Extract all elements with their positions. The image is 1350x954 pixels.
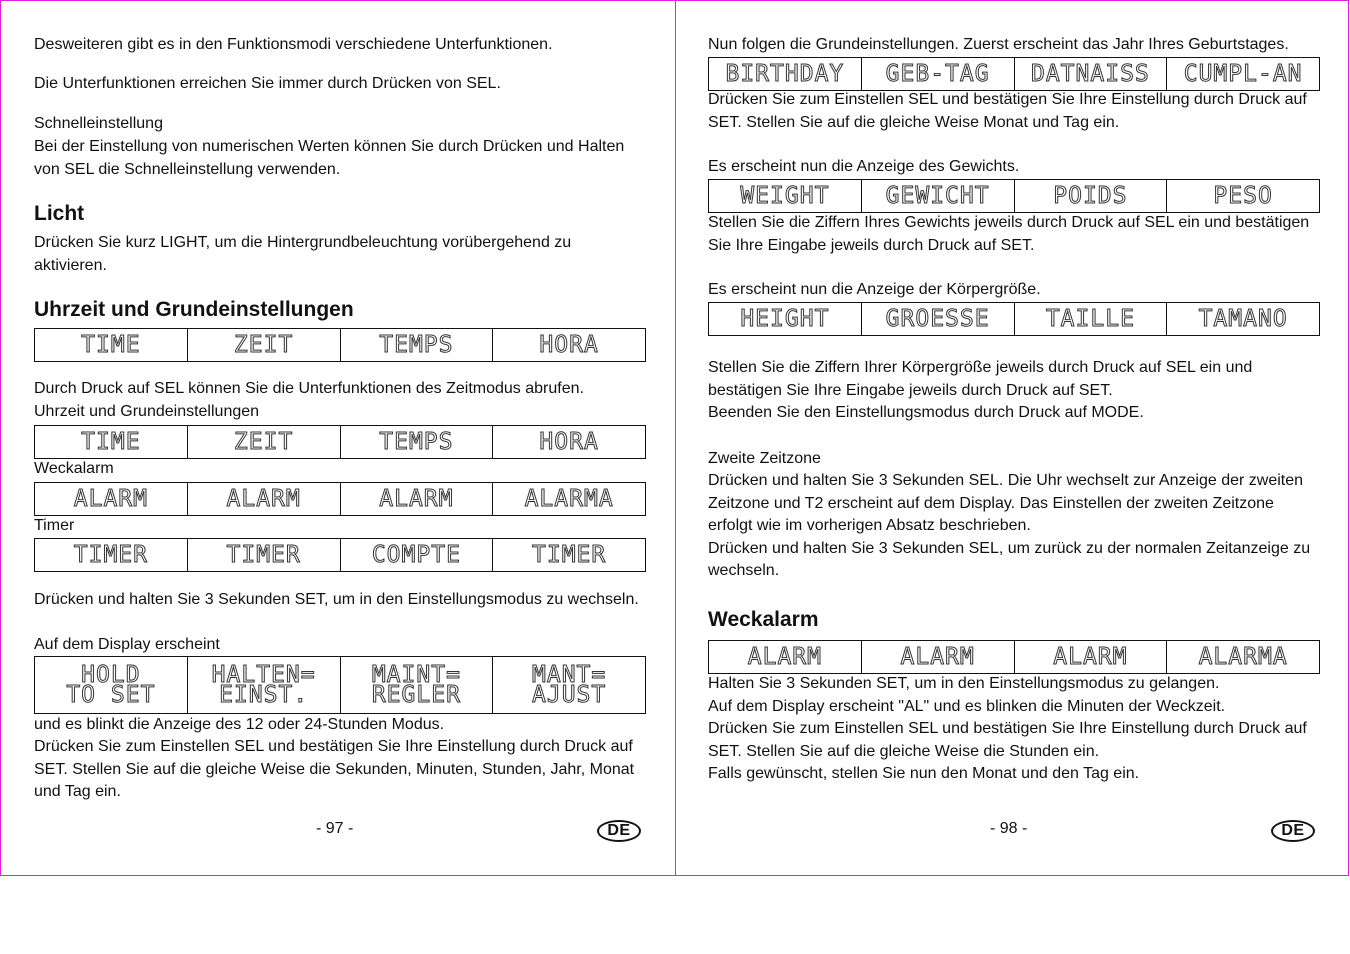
grund-paragraph: Nun folgen die Grundeinstellungen. Zuerst erscheint das Jahr Ihres Geburtstages. (708, 36, 1289, 53)
sel-paragraph: Die Unterfunktionen erreichen Sie immer durch Drücken von SEL. (34, 75, 501, 92)
lcd-cell: ALARM (187, 483, 340, 515)
lcd-cell: WEIGHT (740, 183, 830, 209)
lcd-cell: GEB-TAG (861, 58, 1014, 90)
lcd-time-row (34, 328, 646, 362)
lcd-cell: HEIGHT (740, 306, 830, 332)
lcd-cell: TIME (81, 429, 141, 455)
lcd-cell: MAINT= REGLER (340, 657, 493, 713)
lcd-cell: HORA (492, 329, 645, 361)
lcd-cell: TIMER (187, 539, 340, 571)
lcd-cell: ZEIT (187, 329, 340, 361)
lcd-cell: ALARM (861, 641, 1014, 673)
lcd-cell: TEMPS (340, 426, 493, 458)
zweite-zeitzone-title: Zweite Zeitzone (708, 450, 821, 467)
licht-heading: Licht (34, 202, 85, 225)
weckalarm-heading: Weckalarm (708, 608, 819, 631)
lcd-cell: COMPTE (340, 539, 493, 571)
lcd-height-row (708, 302, 1320, 336)
lcd-cell: HOLD TO SET (66, 662, 156, 708)
halten-paragraph: Drücken und halten Sie 3 Sekunden SET, um in den Einstellungsmodus zu wechseln. (34, 591, 639, 608)
weckalarm-text: Halten Sie 3 Sekunden SET, um in den Einstellungsmodus zu gelangen. Auf dem Display erscheint "AL" und es blinken die Minuten der Weckzeit. Drücken Sie zum Einstellen SEL und bestätigen Sie Ihre Einstellung durch Druck auf SET. Stellen Sie auf die gleiche Weise die Stunden ein. Falls gewünscht, stellen Sie nun den Monat und den Tag ein. (708, 675, 1307, 782)
lcd-cell: GROESSE (861, 303, 1014, 335)
lcd-cell: ALARMA (1166, 641, 1319, 673)
lcd-cell: TIMER (73, 542, 148, 568)
display-paragraph: Auf dem Display erscheint (34, 636, 220, 653)
uhrzeit-heading: Uhrzeit und Grundeinstellungen (34, 298, 354, 321)
lcd-cell: GEWICHT (861, 180, 1014, 212)
schnelleinstellung-title: Schnelleinstellung (34, 115, 163, 132)
groesse-paragraph: Es erscheint nun die Anzeige der Körpergröße. (708, 281, 1041, 298)
lcd-cell: ALARMA (492, 483, 645, 515)
lcd-cell: DATNAISS (1014, 58, 1167, 90)
lcd-time-row-2 (34, 425, 646, 459)
lcd-hold-row (34, 656, 646, 714)
schnelleinstellung-text: Bei der Einstellung von numerischen Werten können Sie durch Drücken und Halten von SEL die Schnelleinstellung verwenden. (34, 138, 625, 178)
lcd-cell: MANT= AJUST (492, 657, 645, 713)
timer-subtitle: Timer (34, 517, 75, 534)
lcd-cell: ALARM (340, 483, 493, 515)
de-language-badge: DE (1271, 820, 1315, 842)
lcd-cell: BIRTHDAY (725, 61, 845, 87)
lcd-cell: ALARM (1014, 641, 1167, 673)
lcd-cell: POIDS (1014, 180, 1167, 212)
lcd-cell: ALARM (73, 486, 148, 512)
uhrzeit-subtitle: Uhrzeit und Grundeinstellungen (34, 403, 260, 420)
lcd-cell: TIMER (492, 539, 645, 571)
lcd-cell: HORA (492, 426, 645, 458)
lcd-cell: ZEIT (187, 426, 340, 458)
lcd-cell: TEMPS (340, 329, 493, 361)
druck-paragraph: Durch Druck auf SEL können Sie die Unterfunktionen des Zeitmodus abrufen. (34, 380, 584, 397)
monat-paragraph: Drücken Sie zum Einstellen SEL und bestätigen Sie Ihre Einstellung durch Druck auf SET. Stellen Sie auf die gleiche Weise Monat und Tag ein. (708, 91, 1307, 131)
lcd-cell: TAILLE (1014, 303, 1167, 335)
lcd-cell: HALTEN= EINST. (187, 657, 340, 713)
page-number: - 98 - (990, 820, 1028, 837)
lcd-cell: PESO (1166, 180, 1319, 212)
lcd-alarm-row (34, 482, 646, 516)
einstellen-paragraph: Drücken Sie zum Einstellen SEL und bestätigen Sie Ihre Einstellung durch Druck auf SET. Stellen Sie auf die gleiche Weise die Sekunden, Minuten, Stunden, Jahr, Monat und Tag ein. (34, 738, 635, 800)
weckalarm-subtitle: Weckalarm (34, 460, 114, 477)
page-number: - 97 - (316, 820, 354, 837)
lcd-alarm-row-right (708, 640, 1320, 674)
groesse-instructions: Stellen Sie die Ziffern Ihrer Körpergröße jeweils durch Druck auf SEL ein und bestätigen Sie Ihre Eingabe jeweils durch Druck auf SET. Beenden Sie den Einstellungsmodus durch Druck auf MODE. (708, 359, 1253, 421)
zweite-zeitzone-text: Drücken und halten Sie 3 Sekunden SEL. Die Uhr wechselt zur Anzeige der zweiten Zeitzone und T2 erscheint auf dem Display. Das Einstellen der zweiten Zeitzone erfolgt wie im vorherigen Absatz beschrieben. Drücken und halten Sie 3 Sekunden SEL, um zurück zu der normalen Zeitanzeige zu wechseln. (708, 472, 1311, 579)
intro-paragraph: Desweiteren gibt es in den Funktionsmodi verschiedene Unterfunktionen. (34, 36, 553, 53)
licht-text: Drücken Sie kurz LIGHT, um die Hintergrundbeleuchtung vorübergehend zu aktivieren. (34, 234, 572, 274)
gewicht-paragraph: Es erscheint nun die Anzeige des Gewichts. (708, 158, 1020, 175)
blinkt-paragraph: und es blinkt die Anzeige des 12 oder 24-Stunden Modus. (34, 716, 445, 733)
lcd-cell: ALARM (747, 644, 822, 670)
lcd-cell: TIME (81, 332, 141, 358)
lcd-cell: CUMPL-AN (1166, 58, 1319, 90)
lcd-timer-row (34, 538, 646, 572)
gewicht-instructions: Stellen Sie die Ziffern Ihres Gewichts jeweils durch Druck auf SEL ein und bestätigen Sie Ihre Eingabe jeweils durch Druck auf SET. (708, 214, 1310, 254)
lcd-birthday-row (708, 57, 1320, 91)
de-language-badge: DE (597, 820, 641, 842)
lcd-cell: TAMANO (1166, 303, 1319, 335)
lcd-weight-row (708, 179, 1320, 213)
